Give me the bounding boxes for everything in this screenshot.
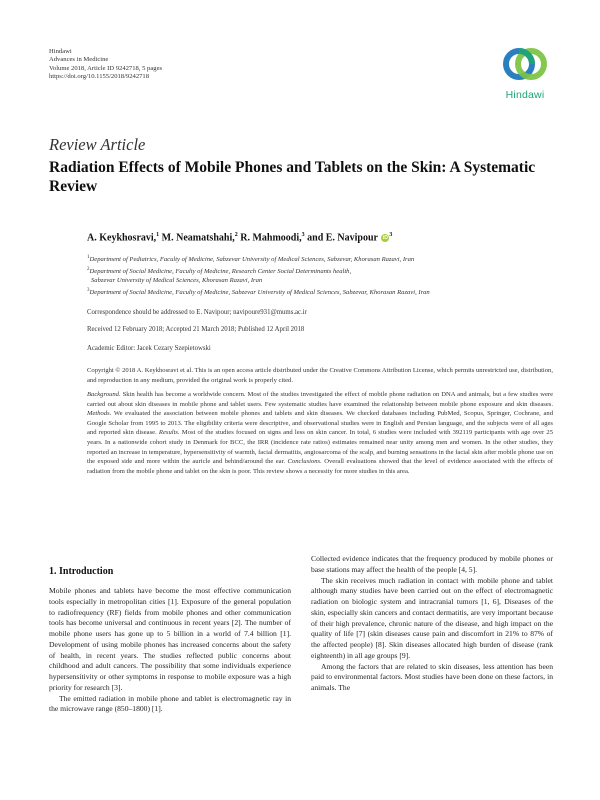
academic-editor: Academic Editor: Jacek Cezary Szepietowski [87, 345, 211, 352]
affiliation-number: 2 [87, 266, 90, 272]
publisher-name: Hindawi [49, 48, 72, 55]
hindawi-logo-text: Hindawi [505, 89, 545, 101]
author-name[interactable]: M. Neamatshahi, [161, 232, 235, 244]
affiliation [87, 265, 567, 277]
article-type: Review Article [49, 135, 146, 154]
abstract-results: Most of the studies focused on signs and less on skin cancer. In total, 6 studies were included with 392119 participants with age over 25 years. In a nationwide cohort study in Denmark for BCC, the IRR (incidence rate ratios) estimates remained near unity among men and women. In the other studies, they reported an increase in temperature, hypersensitivity of warmth, facial dermatitis, angiosarcoma of the scalp, and burning sensations in the facial skin after mobile phone use on the exposed side and more within the auricle and behind/around the ear. [87, 429, 554, 466]
affiliation [87, 253, 567, 265]
author-name[interactable]: A. Keykhosravi, [87, 232, 157, 244]
paragraph: The skin receives much radiation in contact with mobile phone and tablet although many studies have been carried out on the effect of electromagnetic radiation on biologic system and intracranial tumors [1, 6], Diseases of the skin, especially skin cancers and contact dermatitis, are very important because of their high prevalence, chronic nature of the disease, and high impact on the quality of life [7] (skin diseases cause pain and discomfort in 21% to 87% of the affected people) [8]. Skin diseases allocated high burden of disease (rank eighteenth) in all age groups [9]. [311, 575, 553, 660]
section-heading: 1. Introduction [49, 566, 114, 577]
paragraph: Mobile phones and tablets have become the most effective communication tools especially in metropolitan cities [1]. Exposure of the general population to radiofrequency (RF) fields from mobile phones and other communication tools has become universal and continuous in recent years [2]. The number of mobile phone users has gone up to 5 billion in a world of 7.4 billion [1]. Development of using mobile phones has increased concerns about the safety of health, in recent years. The studies reflected public concerns about childhood and adult cancers. The possibility that some individuals experience hypersensitivity or other symptoms in response to mobile exposure was a high priority for research [3]. [49, 586, 291, 692]
abstract-methods-label: Methods. [87, 410, 112, 418]
right-column [311, 554, 553, 694]
abstract-conclusions-label: Conclusions. [287, 458, 322, 466]
paragraph: Collected evidence indicates that the frequency produced by mobile phones or base stations may affect the health of the people [4, 5]. [311, 554, 553, 574]
abstract [87, 390, 553, 476]
author-affiliation-number: 3 [389, 232, 393, 238]
hindawi-logo [497, 42, 553, 104]
affiliation-number: 3 [87, 287, 90, 293]
journal-doi[interactable]: https://doi.org/10.1155/2018/9242718 [49, 73, 150, 81]
journal-volume: Volume 2018, Article ID 9242718, 5 pages [49, 64, 163, 72]
affiliation [87, 286, 567, 298]
affiliation [87, 276, 567, 285]
journal-info [49, 48, 162, 82]
author-affiliation-number: 3 [301, 232, 305, 238]
author-affiliation-number: 1 [156, 232, 160, 238]
affiliations [87, 253, 567, 297]
author-name[interactable]: R. Mahmoodi, [240, 232, 302, 244]
abstract-methods: We evaluated the association between mobile phones and tablets and skin diseases. We checked databases including PubMed, Scopus, Springer, Cochrane, and Google Scholar from 1995 to 2013. The eligibility criteria were descriptive, and observational studies were in English and Persian language, and the subjects were of all ages and reported skin disease. [87, 410, 553, 437]
author-list [87, 232, 392, 243]
paragraph: The emitted radiation in mobile phone and tablet is electromagnetic ray in the microwave range (850–1800) [1]. [49, 693, 291, 714]
article-title: Radiation Effects of Mobile Phones and Tablets on the Skin: A Systematic Review [49, 159, 536, 195]
abstract-background: Skin health has become a worldwide concern. Most of the studies investigated the effect of mobile phone radiation on DNA and animals, but a few studies were carried out about skin diseases in mobile phone and tablet users. Few systematic studies have examined the relationship between mobile phone exposure and skin diseases. [87, 391, 553, 408]
affiliation-text: Department of Social Medicine, Faculty of Medicine, Research Center Social Determinants health, [89, 267, 352, 275]
affiliation-text: Sabzevar University of Medical Sciences, Khorasan Razavi, Iran [91, 277, 263, 285]
affiliation-text: Department of Social Medicine, Faculty of Medicine, Sabzevar University of Medical Sciences, Sabzevar, Khorasan Razavi, Iran [89, 288, 430, 296]
publication-dates: Received 12 February 2018; Accepted 21 March 2018; Published 12 April 2018 [87, 326, 305, 333]
affiliation-number: 1 [87, 255, 90, 260]
orcid-icon[interactable]: iD [382, 235, 388, 242]
abstract-background-label: Background. [87, 391, 121, 398]
correspondence: Correspondence should be addressed to E. Navipour; navipoure931@mums.ac.ir [87, 309, 307, 316]
copyright-notice: Copyright © 2018 A. Keykhosravi et al. This is an open access article distributed under the Creative Commons Attribution License, which permits unrestricted use, distribution, and reproduction in any medium, provided the original work is properly cited. [87, 367, 553, 384]
journal-name: Advances in Medicine [49, 56, 109, 64]
paragraph: Among the factors that are related to skin diseases, less attention has been paid to environmental factors. Most studies have been done on these factors, in animals. The [311, 661, 553, 692]
left-column [49, 566, 291, 715]
affiliation-text: Department of Pediatrics, Faculty of Medicine, Sabzevar University of Medical Sciences, Sabzevar, Khorasan Razavi, Iran [89, 256, 415, 264]
abstract-results-label: Results. [158, 429, 180, 437]
author-affiliation-number: 2 [234, 232, 238, 238]
hindawi-logo-icon [497, 42, 553, 88]
abstract-conclusions: Overall evaluations showed that the level of evidence associated with the effects of radiation from the mobile phone and tablet on the skin is poor. This review shows a necessity for more studies in this area. [87, 458, 553, 475]
author-name[interactable]: and E. Navipour [307, 232, 378, 244]
